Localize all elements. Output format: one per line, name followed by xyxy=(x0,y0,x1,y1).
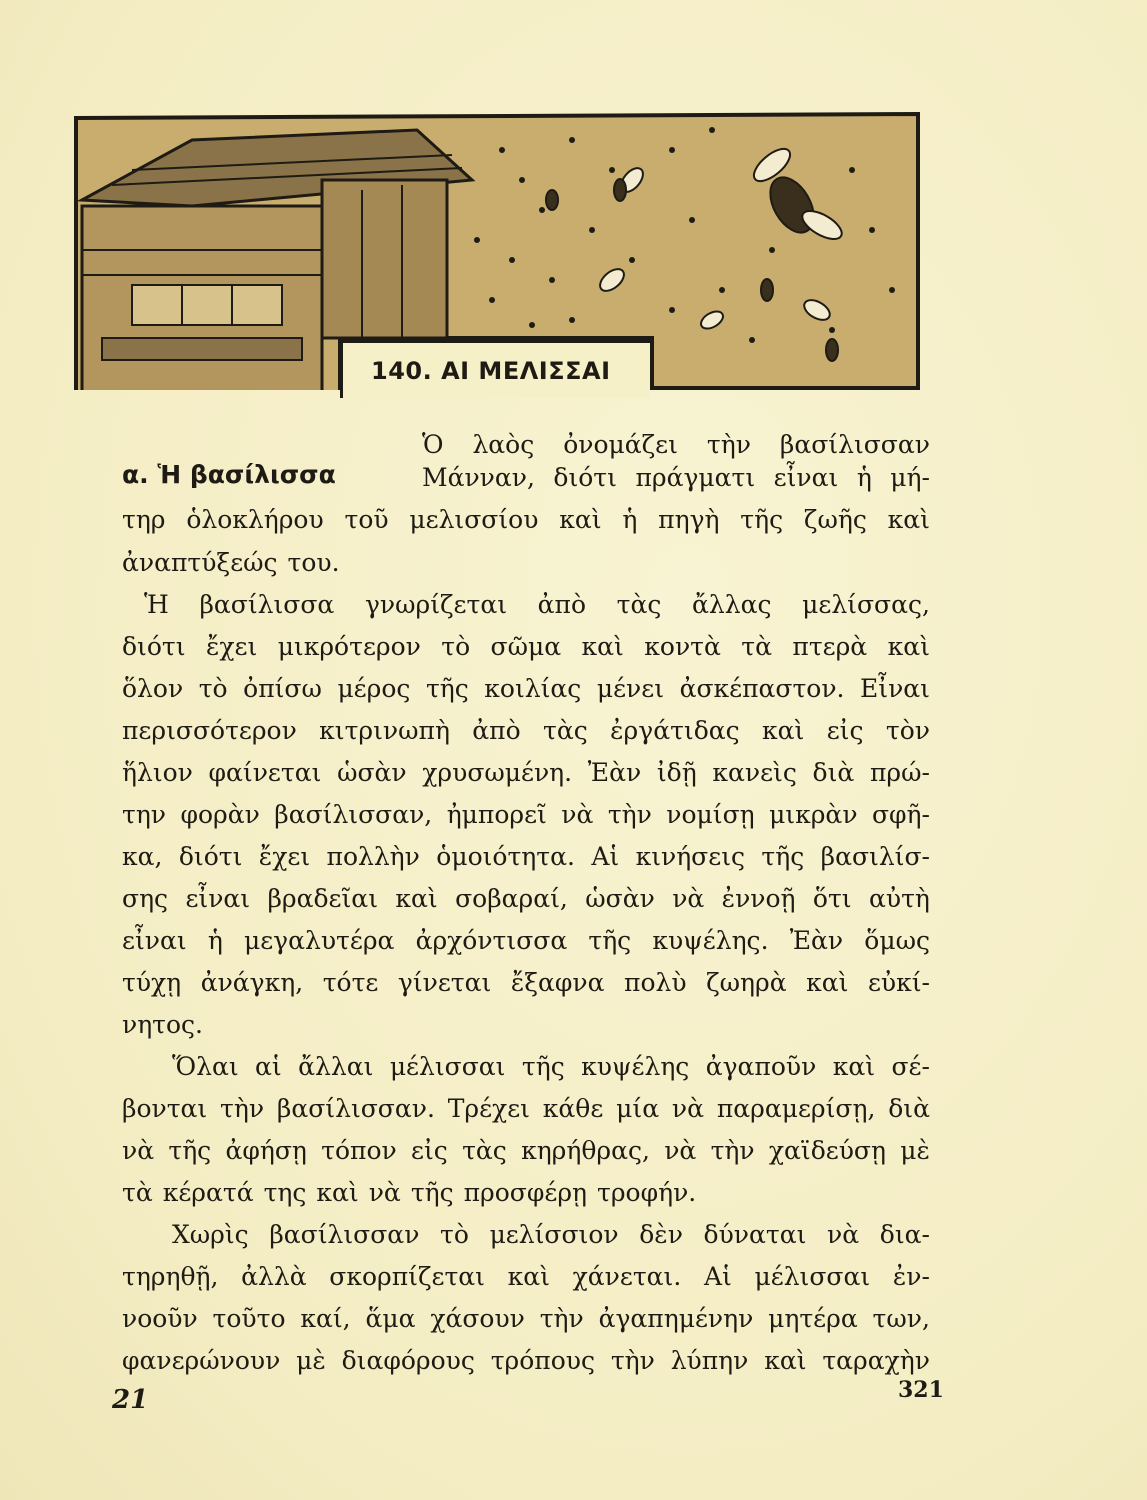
text-line: τηρηθῇ, ἀλλὰ σκορπίζεται καὶ χάνεται. Αἱ μέλισσαι ἐν- xyxy=(122,1262,930,1291)
page-number: 321 xyxy=(898,1377,944,1403)
text-line: βονται τὴν βασίλισσαν. Τρέχει κάθε μία νὰ παραμερίσῃ, διὰ xyxy=(122,1094,930,1123)
section-subhead: α. Ἡ βασίλισσα xyxy=(122,460,336,489)
text-line: νοοῦν τοῦτο καί, ἅμα χάσουν τὴν ἀγαπημένην μητέρα των, xyxy=(122,1304,930,1333)
text-line: τὰ κέρατά της καὶ νὰ τῆς προσφέρῃ τροφήν. xyxy=(122,1178,697,1207)
text-line: Ὁ λαὸς ὀνομάζει τὴν βασίλισσαν xyxy=(422,430,930,459)
signature-number: 21 xyxy=(112,1385,149,1415)
text-line: ἥλιον φαίνεται ὡσὰν χρυσωμένη. Ἐὰν ἰδῇ κανεὶς διὰ πρώ- xyxy=(122,758,930,787)
text-line: ἀναπτύξεώς του. xyxy=(122,548,340,577)
text-line: την φορὰν βασίλισσαν, ἠμπορεῖ νὰ τὴν νομίσῃ μικρὰν σφῆ- xyxy=(122,800,930,829)
text-line: ὅλον τὸ ὀπίσω μέρος τῆς κοιλίας μένει ἀσκέπαστον. Εἶναι xyxy=(122,674,930,703)
text-line: τύχῃ ἀνάγκη, τότε γίνεται ἔξαφνα πολὺ ζωηρὰ καὶ εὐκί- xyxy=(122,968,930,997)
text-line: τηρ ὁλοκλήρου τοῦ μελισσίου καὶ ἡ πηγὴ τῆς ζωῆς καὶ xyxy=(122,505,930,534)
chapter-title: 140. ΑΙ ΜΕΛΙΣΣΑΙ xyxy=(340,340,650,398)
text-line: κα, διότι ἔχει πολλὴν ὁμοιότητα. Αἱ κινήσεις τῆς βασιλίσ- xyxy=(122,842,930,871)
text-line: Ἡ βασίλισσα γνωρίζεται ἀπὸ τὰς ἄλλας μελίσσας, xyxy=(144,590,930,619)
text-line: Χωρὶς βασίλισσαν τὸ μελίσσιον δὲν δύναται νὰ δια- xyxy=(172,1220,930,1249)
text-line: διότι ἔχει μικρότερον τὸ σῶμα καὶ κοντὰ τὰ πτερὰ καὶ xyxy=(122,632,930,661)
text-line: Μάνναν, διότι πράγματι εἶναι ἡ μή- xyxy=(422,463,930,492)
text-line: φανερώνουν μὲ διαφόρους τρόπους τὴν λύπην καὶ ταραχὴν xyxy=(122,1346,930,1375)
text-line: περισσότερον κιτρινωπὴ ἀπὸ τὰς ἐργάτιδας καὶ εἰς τὸν xyxy=(122,716,930,745)
text-line: νὰ τῆς ἀφήσῃ τόπον εἰς τὰς κηρήθρας, νὰ τὴν χαϊδεύσῃ μὲ xyxy=(122,1136,930,1165)
text-line: εἶναι ἡ μεγαλυτέρα ἀρχόντισσα τῆς κυψέλης. Ἐὰν ὅμως xyxy=(122,926,930,955)
text-line: σης εἶναι βραδεῖαι καὶ σοβαραί, ὡσὰν νὰ ἐννοῇ ὅτι αὐτὴ xyxy=(122,884,930,913)
text-line: νητος. xyxy=(122,1010,204,1039)
text-line: Ὅλαι αἱ ἄλλαι μέλισσαι τῆς κυψέλης ἀγαποῦν καὶ σέ- xyxy=(172,1052,930,1081)
